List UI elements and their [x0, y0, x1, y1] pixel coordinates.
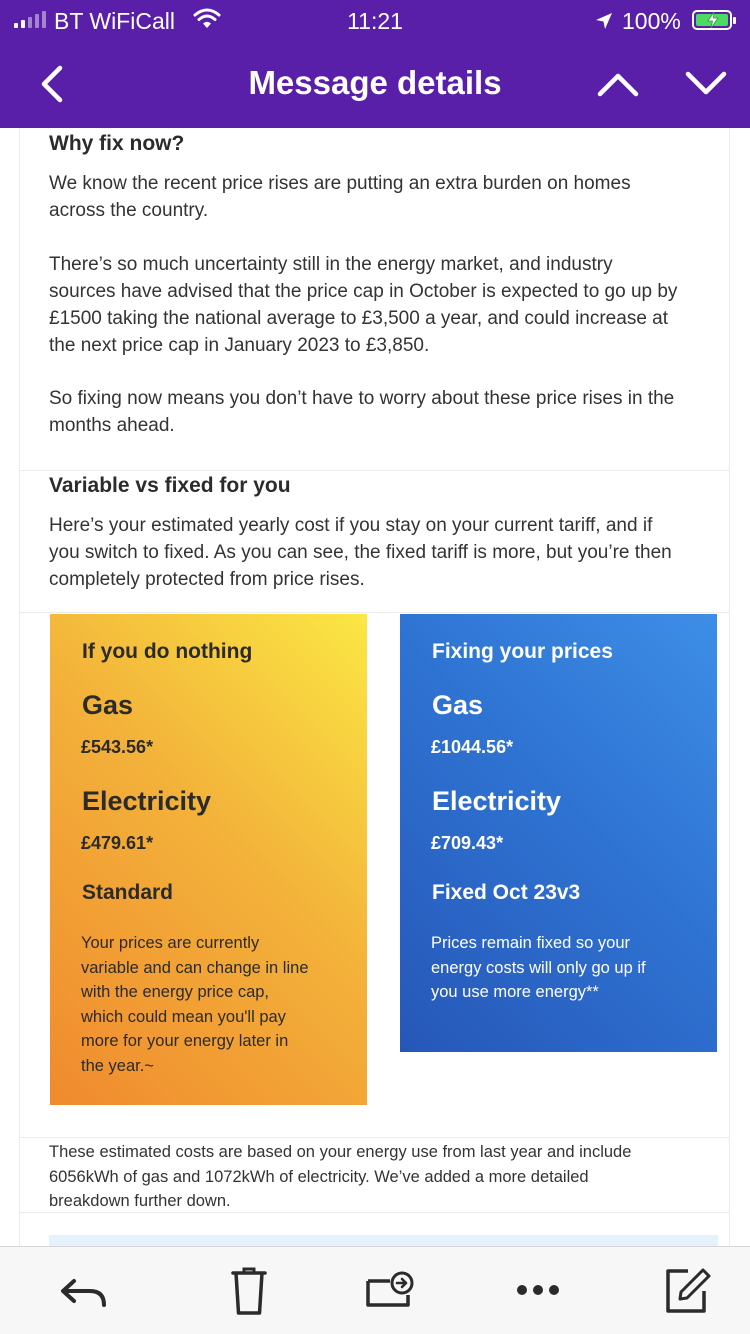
section-divider [19, 1212, 730, 1213]
why-fix-para1: We know the recent price rises are putting an extra burden on homes across the country. [49, 173, 631, 221]
why-fix-para2: There’s so much uncertainty still in the energy market, and industry sources have advised that the price cap in October is expected to go up by £1500 taking the national average to £3,500 a year, and could increase at the next price cap in January 2023 to £3,850. [49, 254, 678, 356]
variable-vs-fixed-para: Here’s your estimated yearly cost if you stay on your current tariff, and if you switch to fixed. As you can see, the fixed tariff is more, but you’re then completely protected from price rises. [49, 515, 672, 590]
compose-icon[interactable] [658, 1261, 718, 1321]
tariff-description: Prices remain fixed so your energy costs will only go up if you use more energy** [431, 934, 646, 1002]
message-body[interactable] [0, 128, 750, 1246]
next-section-box [49, 1235, 718, 1246]
reply-icon[interactable] [54, 1261, 114, 1321]
page-title: Message details [248, 64, 502, 101]
why-fix-para3: So fixing now means you don’t have to worry about these price rises in the months ahead. [49, 388, 675, 436]
fixing-prices-card [400, 614, 717, 1052]
message-toolbar [0, 1246, 750, 1334]
trash-icon[interactable] [219, 1261, 279, 1321]
next-message-icon[interactable] [684, 68, 728, 100]
do-nothing-heading: If you do nothing [82, 640, 253, 663]
move-to-folder-icon[interactable] [360, 1261, 420, 1321]
section-divider [19, 1137, 730, 1138]
nav-bar [0, 40, 750, 128]
gas-label: Gas [82, 690, 134, 720]
gas-value: £543.56* [81, 737, 154, 757]
electricity-value: £479.61* [81, 833, 154, 853]
why-fix-heading: Why fix now? [49, 132, 185, 155]
previous-message-icon[interactable] [596, 68, 640, 100]
tariff-description: Your prices are currently variable and can change in line with the energy price cap, which could mean you'll pay more for your energy later in the year.~ [81, 934, 309, 1075]
battery-charging-icon [692, 10, 732, 30]
tariff-name: Fixed Oct 23v3 [432, 881, 581, 904]
do-nothing-card [50, 614, 367, 1105]
carrier-name: BT WiFiCall [54, 8, 175, 34]
more-icon[interactable] [508, 1261, 568, 1321]
estimate-footnote: These estimated costs are based on your energy use from last year and include 6056kWh of gas and 1072kWh of electricity. We’ve added a more detailed breakdown further down. [49, 1143, 632, 1211]
electricity-label: Electricity [432, 786, 562, 816]
battery-percentage: 100% [622, 8, 681, 34]
gas-value: £1044.56* [431, 737, 514, 757]
gas-label: Gas [432, 690, 484, 720]
section-divider [19, 470, 730, 471]
electricity-label: Electricity [82, 786, 212, 816]
status-time: 11:21 [347, 8, 403, 34]
status-bar [0, 0, 750, 40]
location-arrow-icon [594, 11, 614, 31]
fixing-heading: Fixing your prices [432, 640, 613, 663]
section-divider [19, 612, 730, 613]
variable-vs-fixed-heading: Variable vs fixed for you [49, 474, 291, 497]
tariff-name: Standard [82, 881, 174, 904]
electricity-value: £709.43* [431, 833, 504, 853]
